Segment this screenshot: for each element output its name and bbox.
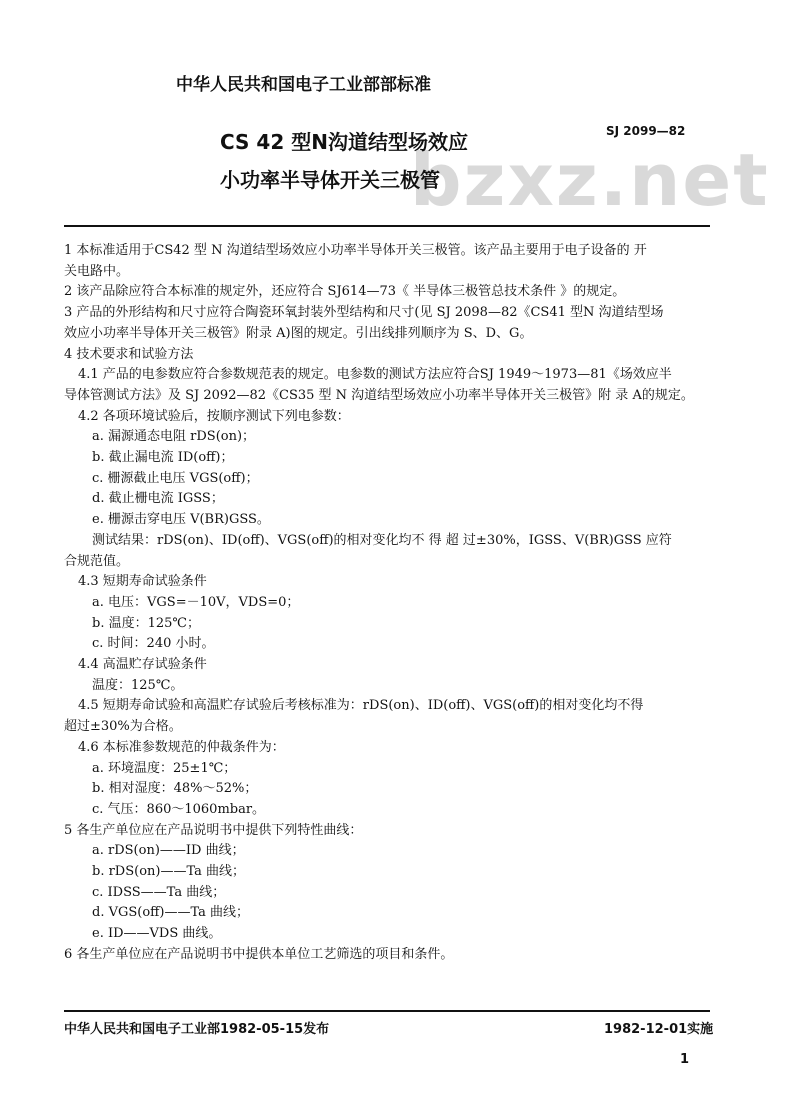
document-title-line-1: CS 42 型N沟道结型场效应 [220, 130, 468, 154]
body-line: 4.1 产品的电参数应符合参数规范表的规定。电参数的测试方法应符合SJ 1949～1973—81《场效应半 [78, 367, 672, 383]
body-line: e. 栅源击穿电压 V(BR)GSS。 [92, 512, 270, 528]
footer-divider [64, 1010, 710, 1012]
body-line: c. 时间：240 小时。 [92, 636, 215, 652]
issue-date: 中华人民共和国电子工业部1982-05-15发布 [64, 1022, 330, 1037]
body-line: 关电路中。 [64, 263, 130, 279]
body-line: c. IDSS——Ta 曲线； [92, 884, 226, 900]
body-line: 效应小功率半导体开关三极管》附录 A)图的规定。引出线排列顺序为 S、D、G。 [64, 325, 533, 341]
body-line: a. rDS(on)——ID 曲线； [92, 843, 245, 859]
body-line: a. 环境温度：25±1℃； [92, 760, 237, 776]
body-line: c. 栅源截止电压 VGS(off)； [92, 470, 259, 486]
body-line: b. 温度：125℃； [92, 615, 200, 631]
page-number: 1 [680, 1052, 690, 1067]
body-line: 4.6 本标准参数规范的仲裁条件为： [78, 739, 285, 755]
standard-org-header: 中华人民共和国电子工业部部标准 [176, 75, 431, 95]
body-line: e. ID——VDS 曲线。 [92, 926, 222, 942]
header-divider [64, 225, 710, 227]
body-line: 1 本标准适用于CS42 型 N 沟道结型场效应小功率半导体开关三极管。该产品主要用于电子设备的 开 [64, 243, 647, 258]
body-line: b. 截止漏电流 ID(off)； [92, 450, 234, 465]
body-line: 4.2 各项环境试验后，按顺序测试下列电参数： [78, 408, 350, 424]
body-line: 合规范值。 [64, 553, 130, 569]
body-line: b. rDS(on)——Ta 曲线； [92, 864, 246, 879]
body-line: 4.4 高温贮存试验条件 [78, 657, 207, 672]
effective-date: 1982-12-01实施 [604, 1022, 714, 1037]
body-line: 4.5 短期寿命试验和高温贮存试验后考核标准为：rDS(on)、ID(off)、VGS(off)的相对变化均不得 [78, 698, 644, 714]
body-line: 导体管测试方法》及 SJ 2092—82《CS35 型 N 沟道结型场效应小功率半导体开关三极管》附 录 A的规定。 [64, 387, 694, 403]
body-line: b. 相对湿度：48%～52%； [92, 781, 258, 797]
body-line: a. 电压：VGS=－10V，VDS=0； [92, 594, 300, 610]
standard-code: SJ 2099—82 [606, 124, 686, 138]
body-line: 5 各生产单位应在产品说明书中提供下列特性曲线： [64, 822, 363, 838]
body-line: 4 技术要求和试验方法 [64, 346, 194, 362]
body-line: d. VGS(off)——Ta 曲线； [92, 905, 250, 921]
body-line: 2 该产品除应符合本标准的规定外，还应符合 SJ614—73《 半导体三极管总技术条件 》的规定。 [64, 284, 626, 300]
body-line: 测试结果：rDS(on)、ID(off)、VGS(off)的相对变化均不 得 超 过±30%，IGSS、V(BR)GSS 应符 [92, 532, 672, 548]
document-title-line-2: 小功率半导体开关三极管 [220, 168, 440, 192]
body-line: 超过±30%为合格。 [64, 719, 182, 735]
body-line: 3 产品的外形结构和尺寸应符合陶瓷环氧封装外型结构和尺寸(见 SJ 2098—82《CS41 型N 沟道结型场 [64, 305, 664, 321]
body-line: d. 截止栅电流 IGSS； [92, 491, 224, 507]
body-line: c. 气压：860～1060mbar。 [92, 801, 266, 817]
body-line: 6 各生产单位应在产品说明书中提供本单位工艺筛选的项目和条件。 [64, 946, 454, 962]
watermark: bzxz.net [410, 138, 770, 222]
body-line: 温度：125℃。 [92, 677, 184, 693]
body-line: 4.3 短期寿命试验条件 [78, 574, 207, 590]
body-line: a. 漏源通态电阻 rDS(on)； [92, 429, 256, 445]
